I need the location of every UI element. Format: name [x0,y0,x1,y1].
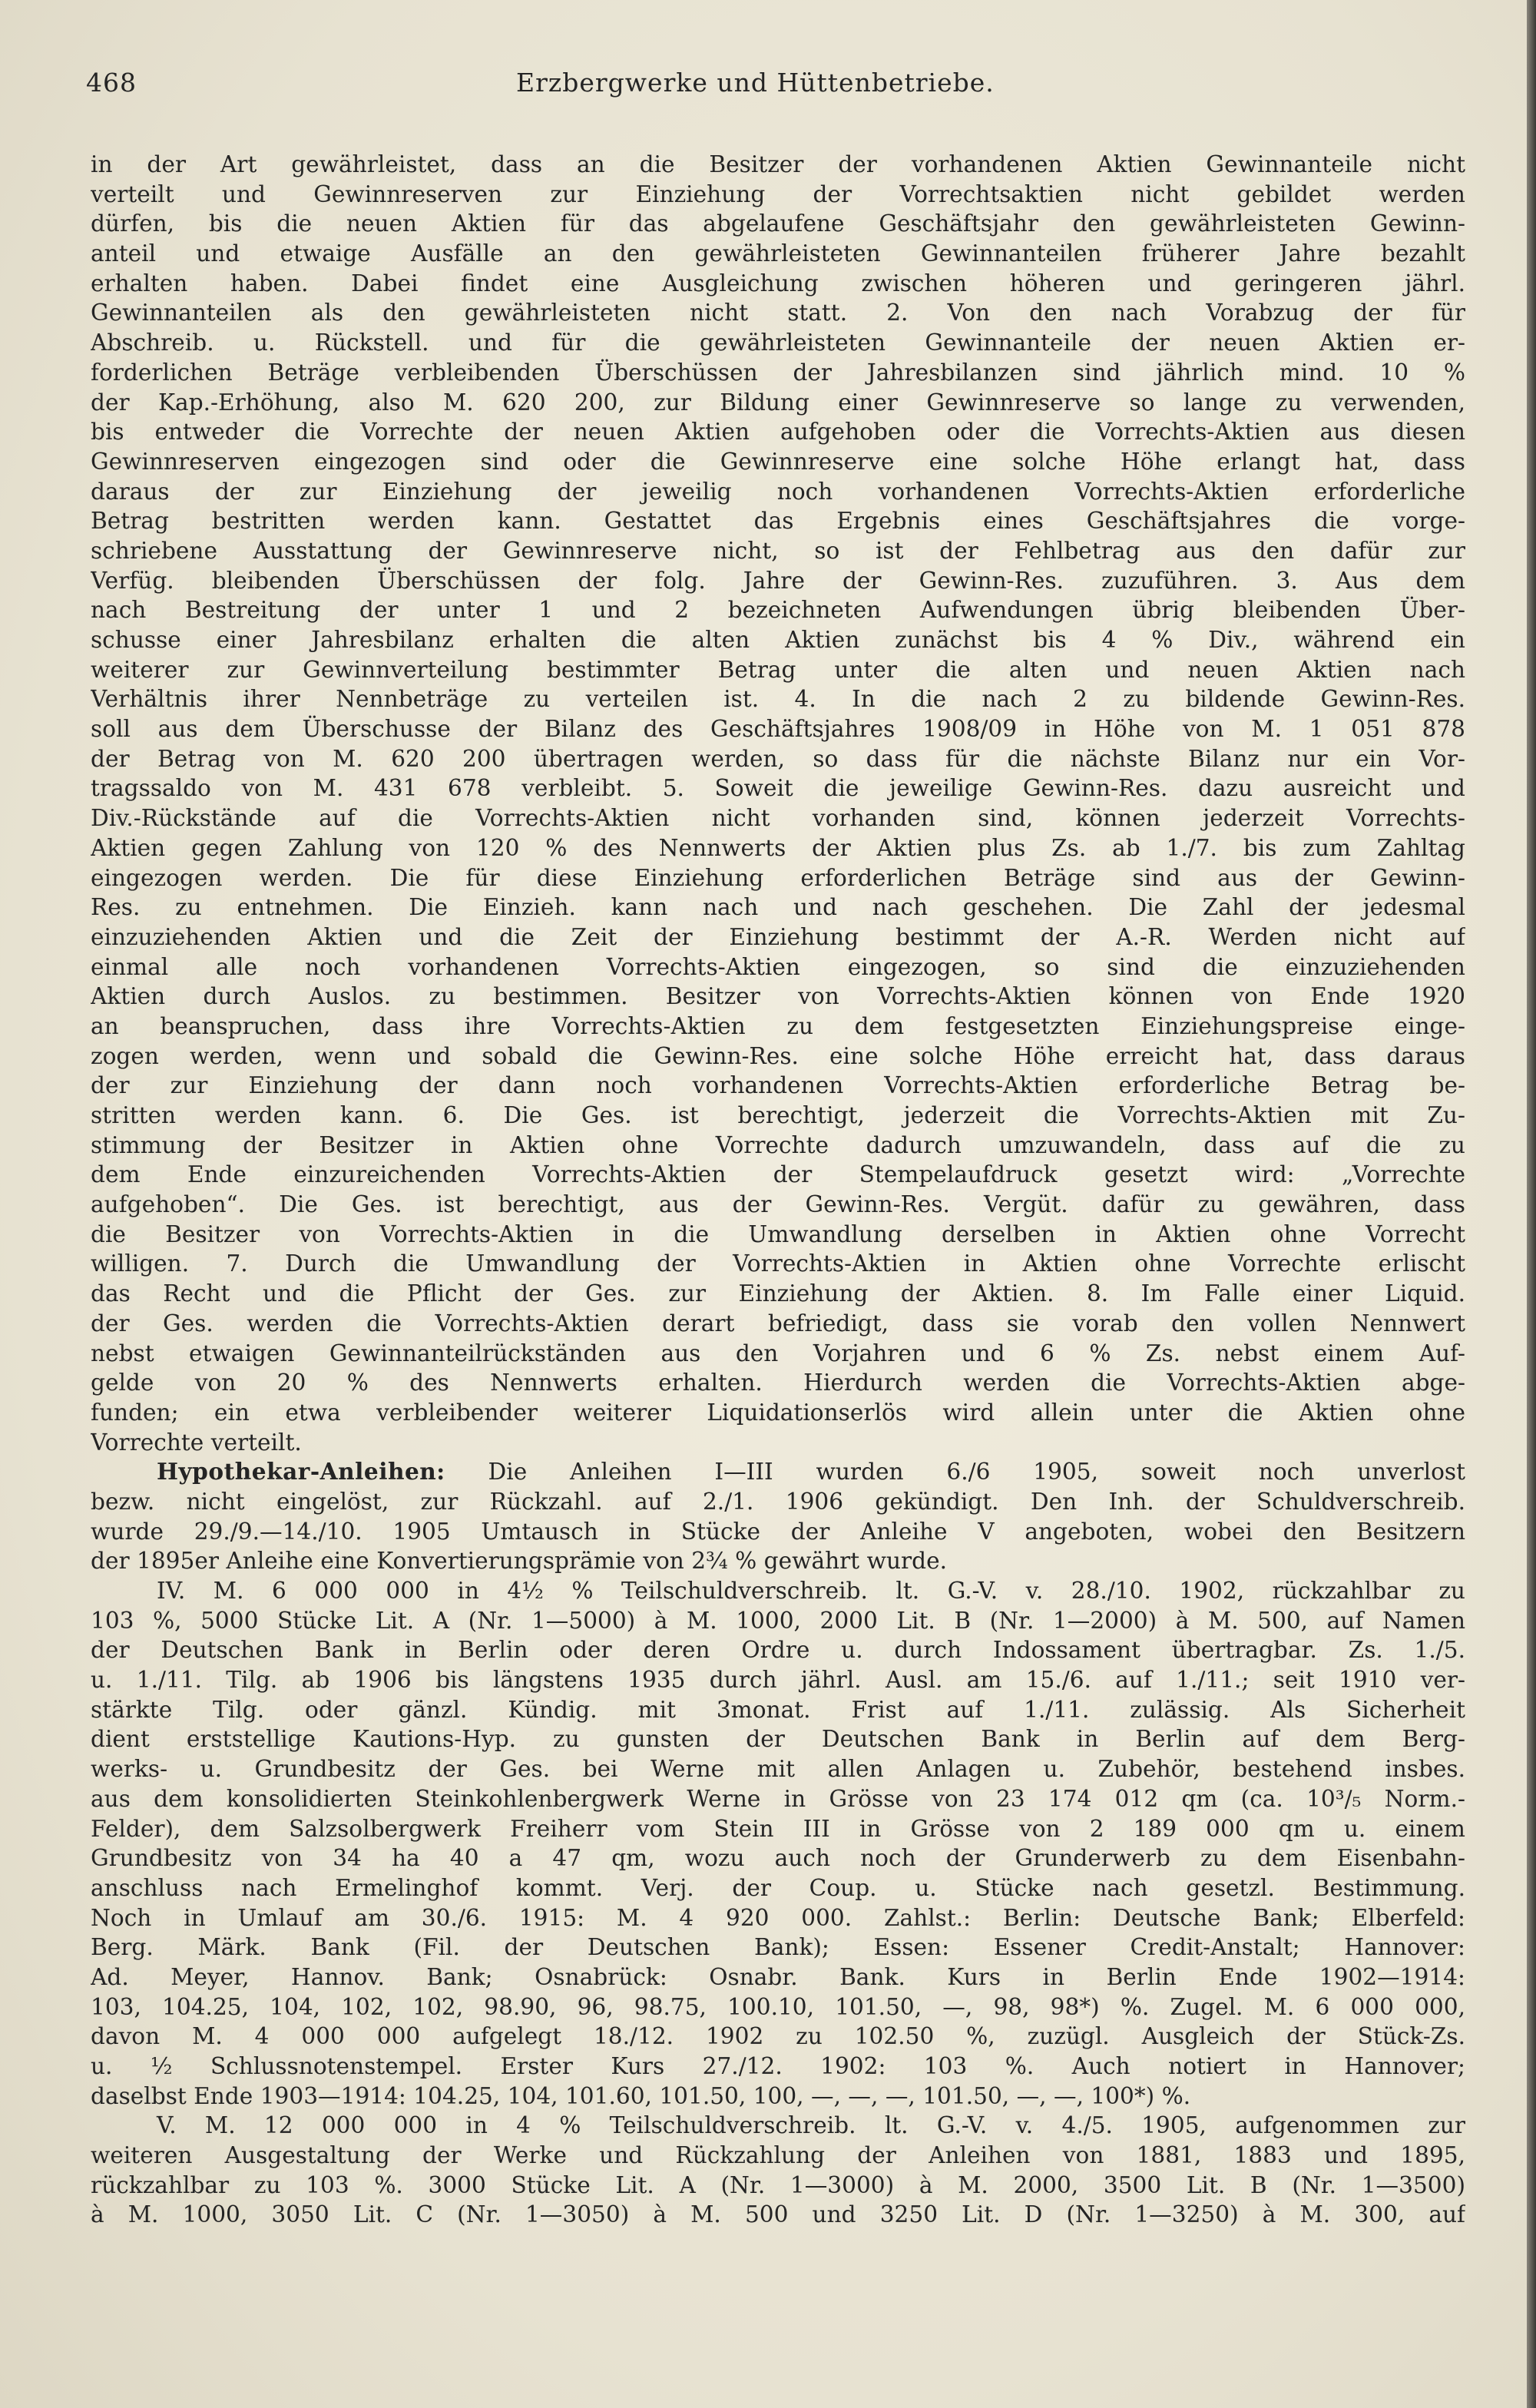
text-line: anschluss nach Ermelinghof kommt. Verj. der Coup. u. Stücke nach gesetzl. Bestimmung. [91,1874,1465,1901]
text-line: anteil und etwaige Ausfälle an den gewährleisteten Gewinnanteilen früherer Jahre bezahlt [91,240,1465,267]
text-line: aufgehoben“. Die Ges. ist berechtigt, aus der Gewinn-Res. Vergüt. dafür zu gewähren, dass [91,1191,1465,1218]
text-line: Ad. Meyer, Hannov. Bank; Osnabrück: Osnabr. Bank. Kurs in Berlin Ende 1902—1914: [91,1963,1465,1990]
text-line: stimmung der Besitzer in Aktien ohne Vorrechte dadurch umzuwandeln, dass auf die zu [91,1131,1465,1158]
paragraph-vorrechts-aktien [91,150,1465,1457]
text-line: u. ½ Schlussnotenstempel. Erster Kurs 27./12. 1902: 103 %. Auch notiert in Hannover; [91,2053,1465,2079]
text-line: Vorrechte verteilt. [91,1429,302,1456]
text-line: stritten werden kann. 6. Die Ges. ist berechtigt, jederzeit die Vorrechts-Aktien mit Zu- [91,1102,1465,1128]
text-line: nebst etwaigen Gewinnanteilrückständen aus den Vorjahren und 6 % Zs. nebst einem Auf- [91,1340,1465,1366]
text-line: Gewinnreserven eingezogen sind oder die Gewinnreserve eine solche Höhe erlangt hat, dass [91,448,1465,475]
text-line: schusse einer Jahresbilanz erhalten die alten Aktien zunächst bis 4 % Div., während ein [91,627,1465,653]
text-line: erhalten haben. Dabei findet eine Ausgleichung zwischen höheren und geringeren jährl. [91,270,1465,296]
text-line: soll aus dem Überschusse der Bilanz des Geschäftsjahres 1908/09 in Höhe von M. 1 051 878 [91,716,1465,743]
text-line: Felder), dem Salzsolbergwerk Freiherr vom Stein III in Grösse von 2 189 000 qm u. einem [91,1815,1465,1842]
text-line: à M. 1000, 3050 Lit. C (Nr. 1—3050) à M. 500 und 3250 Lit. D (Nr. 1—3250) à M. 300, auf [91,2201,1465,2228]
text-line: Aktien gegen Zahlung von 120 % des Nennwerts der Aktien plus Zs. ab 1./7. bis zum Zahltag [91,834,1465,861]
text-line: Abschreib. u. Rückstell. und für die gewährleisteten Gewinnanteile der neuen Aktien er- [91,330,1465,356]
text-line: der Betrag von M. 620 200 übertragen werden, so dass für die nächste Bilanz nur ein Vor- [91,745,1465,772]
text-line: der 1895er Anleihe eine Konvertierungsprämie von 2¾ % gewährt wurde. [91,1548,948,1575]
text-line: bis entweder die Vorrechte der neuen Aktien aufgehoben oder die Vorrechts-Aktien aus diesen [91,419,1465,445]
paragraph-loan-iv [91,1576,1465,2111]
section-first-line-text: Die Anleihen I—III wurden 6./6 1905, soweit noch unverlost [488,1459,1465,1486]
page-number: 468 [86,68,137,98]
running-title: Erzbergwerke und Hüttenbetriebe. [516,68,995,98]
text-line: weiteren Ausgestaltung der Werke und Rückzahlung der Anleihen von 1881, 1883 und 1895, [91,2142,1465,2169]
text-line: bezw. nicht eingelöst, zur Rückzahl. auf 2./1. 1906 gekündigt. Den Inh. der Schuldverschreib. [91,1488,1465,1515]
section-heading: Hypothekar-Anleihen: [157,1458,445,1486]
text-line: zogen werden, wenn und sobald die Gewinn-Res. eine solche Höhe erreicht hat, dass daraus [91,1042,1465,1069]
text-line: der zur Einziehung der dann noch vorhandenen Vorrechts-Aktien erforderliche Betrag be- [91,1072,1465,1099]
text-line: der Deutschen Bank in Berlin oder deren Ordre u. durch Indossament übertragbar. Zs. 1./5. [91,1637,1465,1664]
text-line: Betrag bestritten werden kann. Gestattet das Ergebnis eines Geschäftsjahres die vorge- [91,508,1465,535]
text-line: dient erststellige Kautions-Hyp. zu gunsten der Deutschen Bank in Berlin auf dem Berg- [91,1726,1465,1753]
text-line: die Besitzer von Vorrechts-Aktien in die Umwandlung derselben in Aktien ohne Vorrecht [91,1221,1465,1247]
section-lines [91,1487,1465,1576]
text-line: der Ges. werden die Vorrechts-Aktien derart befriedigt, dass sie vorab den vollen Nennwert [91,1310,1465,1336]
text-line: einzuziehenden Aktien und die Zeit der Einziehung bestimmt der A.-R. Werden nicht auf [91,923,1465,950]
text-line: weiterer zur Gewinnverteilung bestimmter Betrag unter die alten und neuen Aktien nach [91,656,1465,683]
text-line: Verhältnis ihrer Nennbeträge zu verteilen ist. 4. In die nach 2 zu bildende Gewinn-Res. [91,686,1465,713]
page-edge-shadow [1527,0,1536,2408]
text-line: aus dem konsolidierten Steinkohlenbergwerk Werne in Grösse von 23 174 012 qm (ca. 10³/₅ Norm.- [91,1785,1465,1812]
text-line [91,1457,1465,1487]
loan-iv-lines [91,1606,1465,2112]
text-line: daraus der zur Einziehung der jeweilig noch vorhandenen Vorrechts-Aktien erforderliche [91,478,1465,505]
text-line: Gewinnanteilen als den gewährleisteten nicht statt. 2. Von den nach Vorabzug der für [91,300,1465,326]
text-line: 103, 104.25, 104, 102, 102, 98.90, 96, 98.75, 100.10, 101.50, —, 98, 98*) %. Zugel. M. 6 000 000, [91,1993,1465,2020]
text-line: an beanspruchen, dass ihre Vorrechts-Aktien zu dem festgesetzten Einziehungspreise einge- [91,1012,1465,1039]
text-line: werks- u. Grundbesitz der Ges. bei Werne mit allen Anlagen u. Zubehör, bestehend insbes. [91,1756,1465,1783]
loan-v-lines [91,2141,1465,2230]
text-line: gelde von 20 % des Nennwerts erhalten. Hierdurch werden die Vorrechts-Aktien abge- [91,1370,1465,1396]
text-line: willigen. 7. Durch die Umwandlung der Vorrechts-Aktien in Aktien ohne Vorrechte erlischt [91,1250,1465,1277]
text-line: in der Art gewährleistet, dass an die Besitzer der vorhandenen Aktien Gewinnanteile nicht [91,151,1465,177]
text-line: Noch in Umlauf am 30./6. 1915: M. 4 920 000. Zahlst.: Berlin: Deutsche Bank; Elberfeld: [91,1904,1465,1931]
text-line: daselbst Ende 1903—1914: 104.25, 104, 101.60, 101.50, 100, —, —, —, 101.50, —, —, 100*) %. [91,2082,1191,2109]
text-line: Div.-Rückstände auf die Vorrechts-Aktien nicht vorhanden sind, können jederzeit Vorrechts- [91,805,1465,832]
page-header [86,68,1468,104]
paragraph-loan-v [91,2111,1465,2230]
text-line: nach Bestreitung der unter 1 und 2 bezeichneten Aufwendungen übrig bleibenden Über- [91,597,1465,624]
text-line: rückzahlbar zu 103 %. 3000 Stücke Lit. A (Nr. 1—3000) à M. 2000, 3500 Lit. B (Nr. 1—3500) [91,2171,1465,2198]
text-line: einmal alle noch vorhandenen Vorrechts-Aktien eingezogen, so sind die einzuziehenden [91,953,1465,980]
text-line: Grundbesitz von 34 ha 40 a 47 qm, wozu auch noch der Grunderwerb zu dem Eisenbahn- [91,1845,1465,1872]
text-line: dem Ende einzureichenden Vorrechts-Aktien der Stempelaufdruck gesetzt wird: „Vorrechte [91,1161,1465,1188]
paragraph-hypothekar-anleihen [91,1457,1465,1576]
text-line: funden; ein etwa verbleibender weiterer Liquidationserlös wird allein unter die Aktien ohne [91,1399,1465,1426]
text-line: wurde 29./9.—14./10. 1905 Umtausch in Stücke der Anleihe V angeboten, wobei den Besitzern [91,1518,1465,1545]
text-line: verteilt und Gewinnreserven zur Einziehung der Vorrechtsaktien nicht gebildet werden [91,181,1465,207]
text-line: Res. zu entnehmen. Die Einzieh. kann nach und nach geschehen. Die Zahl der jedesmal [91,894,1465,921]
text-line: eingezogen werden. Die für diese Einziehung erforderlichen Beträge sind aus der Gewinn- [91,864,1465,891]
text-line: schriebene Ausstattung der Gewinnreserve nicht, so ist der Fehlbetrag aus den dafür zur [91,537,1465,564]
text-line: 103 %, 5000 Stücke Lit. A (Nr. 1—5000) à M. 1000, 2000 Lit. B (Nr. 1—2000) à M. 500, auf Namen [91,1607,1465,1634]
text-line: IV. M. 6 000 000 in 4½ % Teilschuldverschreib. lt. G.-V. v. 28./10. 1902, rückzahlbar zu [157,1578,1465,1604]
text-line: der Kap.-Erhöhung, also M. 620 200, zur Bildung einer Gewinnreserve so lange zu verwenden, [91,389,1465,416]
text-line: forderlichen Beträge verbleibenden Überschüssen der Jahresbilanzen sind jährlich mind. 10 % [91,359,1465,386]
text-line: Berg. Märk. Bank (Fil. der Deutschen Bank); Essen: Essener Credit-Anstalt; Hannover: [91,1934,1465,1961]
text-line: V. M. 12 000 000 in 4 % Teilschuldverschreib. lt. G.-V. v. 4./5. 1905, aufgenommen zur [157,2112,1465,2139]
text-line: dürfen, bis die neuen Aktien für das abgelaufene Geschäftsjahr den gewährleisteten Gewinn- [91,210,1465,237]
text-line: davon M. 4 000 000 aufgelegt 18./12. 1902 zu 102.50 %, zuzügl. Ausgleich der Stück-Zs. [91,2023,1465,2050]
body-text [91,150,1465,2230]
text-line: das Recht und die Pflicht der Ges. zur Einziehung der Aktien. 8. Im Falle einer Liquid. [91,1280,1465,1307]
text-line: u. 1./11. Tilg. ab 1906 bis längstens 1935 durch jährl. Ausl. am 15./6. auf 1./11.; seit 1910 ver- [91,1667,1465,1694]
text-line: Aktien durch Auslos. zu bestimmen. Besitzer von Vorrechts-Aktien können von Ende 1920 [91,983,1465,1010]
text-line: Verfüg. bleibenden Überschüssen der folg. Jahre der Gewinn-Res. zuzuführen. 3. Aus dem [91,567,1465,594]
text-line: tragssaldo von M. 431 678 verbleibt. 5. Soweit die jeweilige Gewinn-Res. dazu ausreicht und [91,775,1465,802]
text-line: stärkte Tilg. oder gänzl. Kündig. mit 3monat. Frist auf 1./11. zulässig. Als Sicherheit [91,1696,1465,1723]
